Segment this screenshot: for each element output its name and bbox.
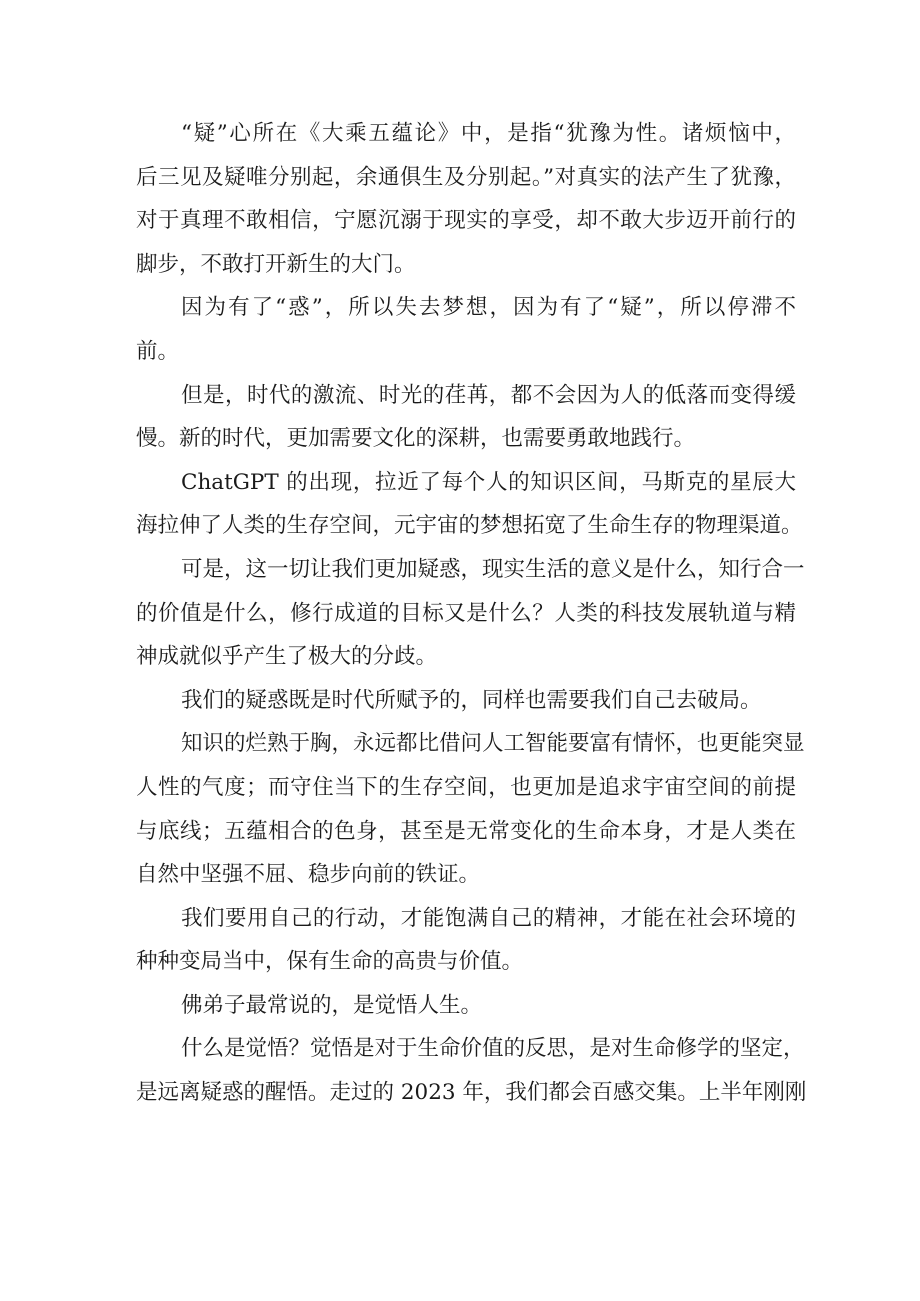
- text-line: 因为有了“惑”，所以失去梦想，因为有了“疑”，所以停滞不: [181, 295, 796, 321]
- text-line: 知识的烂熟于胸，永远都比借问人工智能要富有情怀，也更能突显: [181, 731, 805, 757]
- text-line: 神成就似乎产生了极大的分歧。: [136, 644, 438, 670]
- text-line: 的价值是什么，修行成道的目标又是什么？人类的科技发展轨道与精: [136, 600, 796, 626]
- text-line: 前。: [136, 338, 180, 364]
- text-line: 可是，这一切让我们更加疑惑，现实生活的意义是什么，知行合一: [181, 556, 805, 582]
- text-line: 脚步，不敢打开新生的大门。: [136, 251, 416, 277]
- text-line: 慢。新的时代，更加需要文化的深耕，也需要勇敢地践行。: [136, 426, 696, 452]
- text-line: 我们的疑惑既是时代所赋予的，同样也需要我们自己去破局。: [181, 687, 762, 713]
- text-line: 后三见及疑唯分别起，余通俱生及分别起。”对真实的法产生了犹豫，: [136, 164, 796, 190]
- text-line: ChatGPT 的出现，拉近了每个人的知识区间，马斯克的星辰大: [181, 469, 796, 495]
- text-line: 海拉伸了人类的生存空间，元宇宙的梦想拓宽了生命生存的物理渠道。: [136, 513, 803, 539]
- text-line: 人性的气度；而守住当下的生存空间，也更加是追求宇宙空间的前提: [136, 774, 796, 800]
- text-line: 种种变局当中，保有生命的高贵与价值。: [136, 949, 524, 975]
- text-line: 但是，时代的激流、时光的荏苒，都不会因为人的低落而变得缓: [181, 382, 796, 408]
- body-text: [136, 112, 807, 1115]
- text-line: 什么是觉悟？觉悟是对于生命价值的反思，是对生命修学的坚定，: [181, 1036, 805, 1062]
- text-line: 是远离疑惑的醒悟。走过的 2023 年，我们都会百感交集。上半年刚刚: [136, 1080, 807, 1106]
- text-line: “疑”心所在《大乘五蕴论》中，是指“犹豫为性。诸烦恼中，: [181, 121, 796, 146]
- text-line: 佛弟子最常说的，是觉悟人生。: [181, 992, 483, 1018]
- text-line: 对于真理不敢相信，宁愿沉溺于现实的享受，却不敢大步迈开前行的: [136, 208, 796, 234]
- text-line: 与底线；五蕴相合的色身，甚至是无常变化的生命本身，才是人类在: [136, 818, 796, 844]
- text-line: 自然中坚强不屈、稳步向前的铁证。: [136, 862, 481, 888]
- text-line: 我们要用自己的行动，才能饱满自己的精神，才能在社会环境的: [181, 905, 796, 931]
